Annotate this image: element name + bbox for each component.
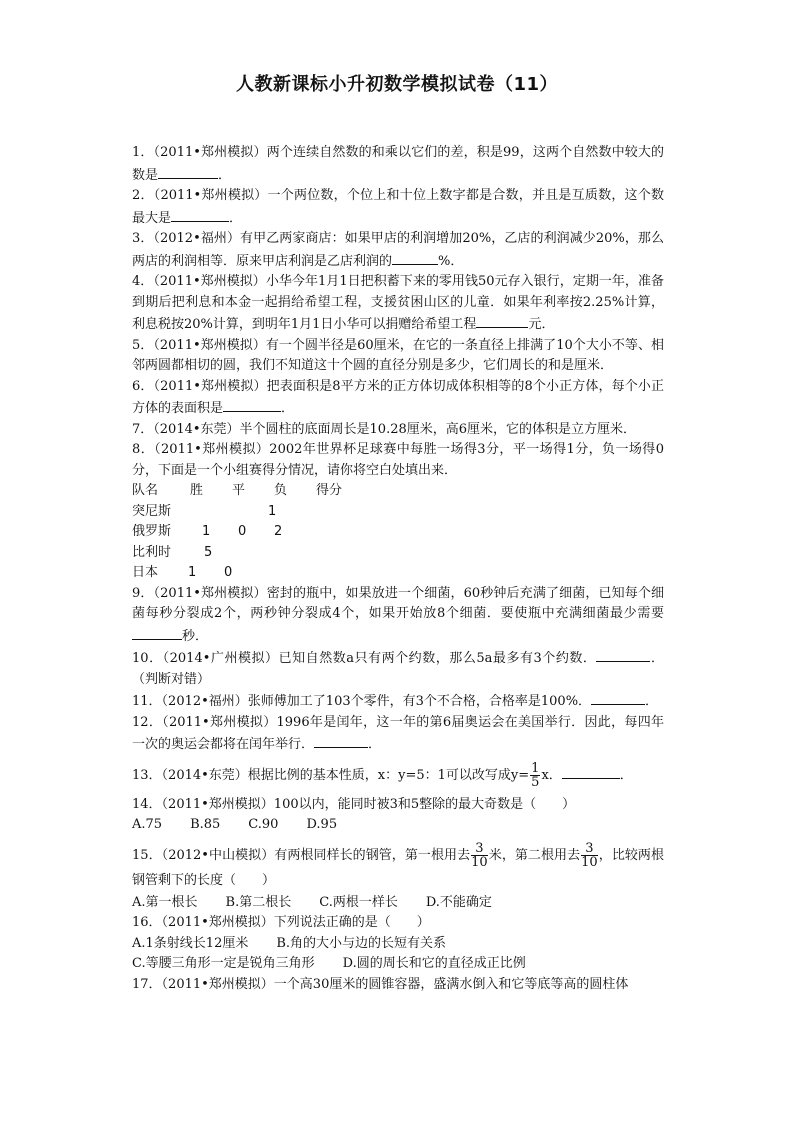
question-11 (132, 690, 664, 713)
question-text-end: ． (368, 737, 382, 752)
fraction-denominator: 5 (531, 774, 540, 790)
fraction (471, 842, 488, 869)
table-header-row (132, 481, 664, 502)
score-table (132, 481, 664, 584)
fraction-numerator: 3 (581, 842, 598, 856)
option-d[interactable]: D.圆的周长和它的直径成正比例 (342, 956, 526, 971)
question-text: 1．（2011•郑州模拟）两个连续自然数的和乘以它们的差，积是99，这两个自然数中较大的数是 (132, 145, 664, 183)
question-text: 11．（2012•福州）张师傅加工了103个零件，有3个不合格，合格率是100%． (132, 694, 592, 709)
question-7: 7．（2014•东莞）半个圆柱的底面周长是10.28厘米，高6厘米，它的体积是立方厘米． (132, 421, 637, 437)
question-text-end: ． (229, 210, 243, 226)
page-title: 人教新课标小升初数学模拟试卷（11） (235, 74, 559, 95)
team-name: 日本 (132, 565, 159, 580)
question-text: 2．（2011•郑州模拟）一个两位数，个位上和十位上数字都是合数，并且是互质数，这个数最大是 (132, 188, 664, 226)
question-text-end: 元． (528, 317, 555, 332)
win-cell: 1 (202, 524, 211, 539)
option-a[interactable]: A.75 (132, 817, 163, 832)
question-text-end: ． (281, 401, 295, 416)
question-15-options (132, 893, 664, 914)
question-6 (132, 377, 664, 420)
question-text-end: 秒． (182, 628, 209, 644)
question-text-mid: x． (541, 767, 562, 783)
question-text-end: ．（判断对错） (132, 651, 664, 687)
question-text-end: ． (645, 694, 659, 709)
question-2 (132, 186, 664, 229)
question-1 (132, 143, 664, 186)
option-c[interactable]: C.90 (248, 817, 279, 832)
question-4 (132, 272, 664, 336)
option-d[interactable]: D.95 (306, 817, 338, 832)
option-b[interactable]: B.第二根长 (225, 894, 292, 910)
team-name: 突尼斯 (132, 503, 172, 519)
question-15 (132, 842, 664, 893)
question-8: 8．（2011•郑州模拟）2002年世界杯足球赛中每胜一场得3分，平一场得1分，负一场得0分，下面是一个小组赛得分情况，请你将空白处填出来． (132, 442, 664, 478)
question-list (132, 143, 664, 995)
option-c[interactable]: C.等腰三角形一定是锐角三角形 (132, 956, 315, 971)
team-name: 俄罗斯 (132, 524, 172, 539)
question-16-options-row-1 (132, 934, 664, 955)
table-row (132, 543, 664, 564)
question-16-options-row-2 (132, 954, 664, 975)
answer-blank[interactable] (223, 397, 281, 412)
table-header: 平 (232, 483, 246, 498)
table-row (132, 522, 664, 543)
question-text: 10．（2014•广州模拟）已知自然数a只有两个约数，那么5a最多有3个约数． (132, 651, 597, 666)
question-5: 5．（2011•郑州模拟）有一个圆半径是60厘米，在它的一条直径上排满了10个大小不等、相邻两圆都相切的圆，我们不知道这十个圆的直径分别是多少，它们周长的和是厘米． (132, 337, 664, 373)
win-cell: 5 (204, 544, 213, 560)
question-text-mid: 米，第二根用去 (488, 847, 581, 863)
answer-blank[interactable] (158, 164, 218, 179)
question-text: 9．（2011•郑州模拟）密封的瓶中，如果放进一个细菌，60秒钟后充满了细菌，已知每个细菌每秒分裂成2个，两秒钟分裂成4个，如果开始放8个细菌．要使瓶中充满细菌最少需要 (132, 585, 664, 621)
table-header: 得分 (316, 483, 343, 498)
question-14: 14．（2011•郑州模拟）100以内，能同时被3和5整除的最大奇数是（ ） (132, 796, 576, 812)
question-13 (132, 762, 664, 789)
option-b[interactable]: B.角的大小与边的长短有关系 (276, 935, 447, 951)
question-text: 6．（2011•郑州模拟）把表面积是8平方米的正方体切成体积相等的8个小正方体，每个小正方体的表面积是 (132, 378, 664, 416)
question-10 (132, 647, 664, 690)
draw-cell: 1 (268, 503, 277, 519)
question-17: 17．（2011•郑州模拟）一个高30厘米的圆锥容器，盛满水倒入和它等底等高的圆柱体 (132, 976, 629, 992)
draw-cell: 0 (224, 565, 233, 580)
fraction-denominator: 10 (581, 854, 598, 870)
question-text-end: ． (619, 767, 633, 783)
answer-blank[interactable] (132, 625, 182, 640)
loss-cell: 2 (274, 524, 283, 539)
option-b[interactable]: B.85 (190, 817, 221, 832)
answer-blank[interactable] (171, 207, 229, 222)
table-row (132, 502, 664, 523)
answer-blank[interactable] (392, 250, 438, 265)
table-row (132, 563, 664, 584)
fraction (530, 762, 540, 789)
team-name: 比利时 (132, 544, 172, 560)
fraction (581, 842, 598, 869)
answer-blank[interactable] (476, 313, 528, 328)
draw-cell: 0 (238, 524, 247, 539)
question-text-end: %． (438, 253, 464, 269)
question-text-end: ，比较两根钢管剩下的长度（ ） (132, 847, 664, 888)
question-text: 3．（2012•福州）有甲乙两家商店：如果甲店的利润增加20%，乙店的利润减少20%，那么两店的利润相等．原来甲店利润是乙店利润的 (132, 231, 664, 269)
question-12 (132, 713, 664, 756)
win-cell: 1 (188, 565, 197, 580)
option-a[interactable]: A.第一根长 (132, 894, 198, 910)
fraction-numerator: 1 (531, 760, 540, 776)
option-c[interactable]: C.两根一样长 (319, 894, 398, 910)
question-3 (132, 229, 664, 272)
table-header: 胜 (190, 483, 204, 498)
question-text: 12．（2011•郑州模拟）1996年是闰年，这一年的第6届奥运会在美国举行．因此，每四年一次的奥运会都将在闰年举行． (132, 714, 664, 752)
question-9 (132, 584, 664, 648)
answer-blank[interactable] (562, 764, 620, 779)
fraction-numerator: 3 (471, 842, 488, 856)
question-text: 4．（2011•郑州模拟）小华今年1月1日把积蓄下来的零用钱50元存入银行，定期一年，准备到期后把利息和本金一起捐给希望工程，支援贫困山区的儿童．如果年利率按2.25%计算，利息税按20%计算，到明年1月1日小华可以捐赠给希望工程 (132, 274, 664, 332)
question-text: 13．（2014•东莞）根据比例的基本性质，x：y=5：1可以改写成y= (132, 767, 530, 783)
question-text: 15．（2012•中山模拟）有两根同样长的钢管，第一根用去 (132, 847, 471, 863)
option-d[interactable]: D.不能确定 (425, 894, 492, 910)
question-16: 16．（2011•郑州模拟）下列说法正确的是（ ） (132, 915, 430, 930)
question-text-end: ． (218, 167, 232, 183)
answer-blank[interactable] (596, 647, 650, 662)
answer-blank[interactable] (314, 733, 368, 748)
question-14-options (132, 815, 664, 836)
option-a[interactable]: A.1条射线长12厘米 (132, 935, 249, 951)
table-header: 队名 (132, 483, 159, 498)
fraction-denominator: 10 (471, 854, 488, 870)
answer-blank[interactable] (591, 690, 645, 705)
table-header: 负 (274, 483, 288, 498)
